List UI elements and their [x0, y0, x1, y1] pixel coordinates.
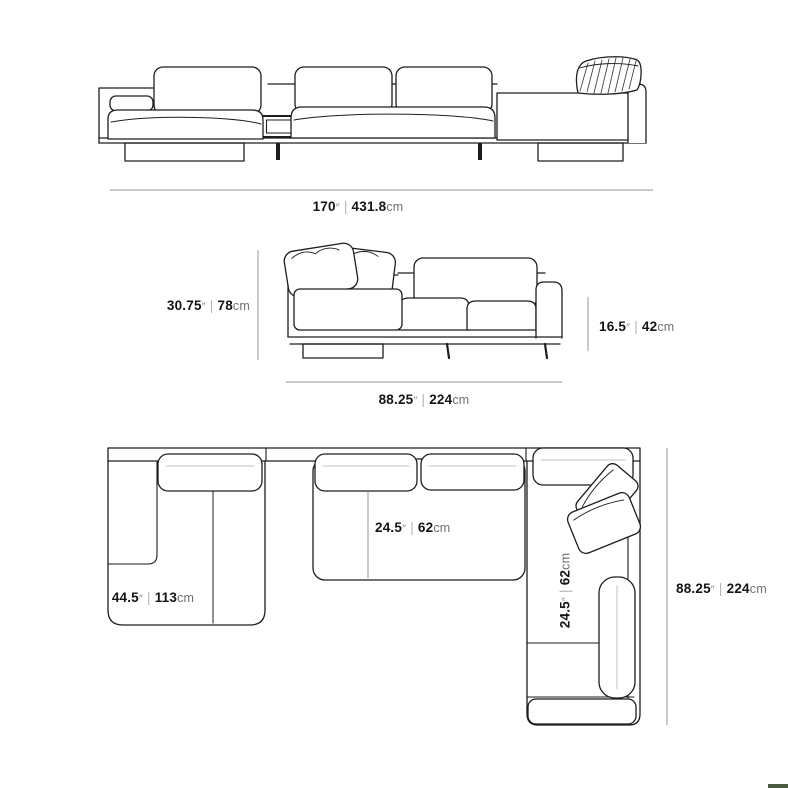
value-cm: 62	[417, 520, 434, 535]
front-elevation-drawing	[99, 57, 646, 161]
cm-unit: cm	[749, 582, 767, 596]
value-cm: 224	[726, 581, 750, 596]
separator: |	[147, 590, 151, 605]
value-cm: 42	[641, 319, 658, 334]
inch-mark: ″	[710, 584, 715, 596]
inch-mark: ″	[402, 523, 407, 535]
cm-unit: cm	[452, 393, 470, 407]
separator: |	[343, 199, 348, 214]
plan-seat-depth-label	[375, 520, 450, 537]
value-inches: 88.25	[676, 581, 711, 596]
side-elevation-drawing	[283, 242, 562, 358]
separator: |	[209, 298, 214, 313]
value-cm: 78	[217, 298, 233, 313]
cm-unit: cm	[433, 521, 451, 535]
side-overall-depth-label	[324, 392, 524, 409]
separator: |	[718, 581, 723, 596]
inch-mark: ″	[560, 597, 573, 602]
cm-unit: cm	[558, 552, 573, 570]
value-cm: 431.8	[351, 199, 387, 214]
separator: |	[410, 520, 414, 535]
inch-mark: ″	[413, 395, 418, 407]
inch-mark: ″	[201, 301, 206, 313]
separator: |	[634, 319, 638, 334]
value-cm: 62	[557, 569, 573, 586]
inch-mark: ″	[626, 322, 631, 334]
value-inches: 170	[312, 199, 336, 214]
separator: |	[557, 589, 573, 594]
cm-unit: cm	[177, 591, 195, 605]
value-inches: 44.5	[111, 590, 139, 605]
value-cm: 113	[154, 590, 178, 605]
cm-unit: cm	[232, 299, 250, 313]
cm-unit: cm	[386, 200, 404, 214]
value-inches: 24.5	[557, 601, 573, 629]
plan-chaise-length-label	[73, 590, 233, 607]
cm-unit: cm	[657, 320, 675, 334]
plan-return-seat-depth-label	[558, 531, 575, 651]
corner-accent-strip	[768, 784, 788, 788]
value-inches: 16.5	[599, 319, 627, 334]
plan-overall-depth-label	[676, 581, 767, 598]
side-overall-height-label	[100, 298, 250, 315]
side-seat-height-label	[599, 319, 674, 336]
value-cm: 224	[429, 392, 453, 407]
value-inches: 30.75	[166, 298, 202, 313]
inch-mark: ″	[138, 593, 143, 605]
separator: |	[421, 392, 426, 407]
inch-mark: ″	[335, 202, 340, 214]
value-inches: 88.25	[378, 392, 414, 407]
front-overall-width-label	[258, 199, 458, 216]
value-inches: 24.5	[375, 520, 403, 535]
